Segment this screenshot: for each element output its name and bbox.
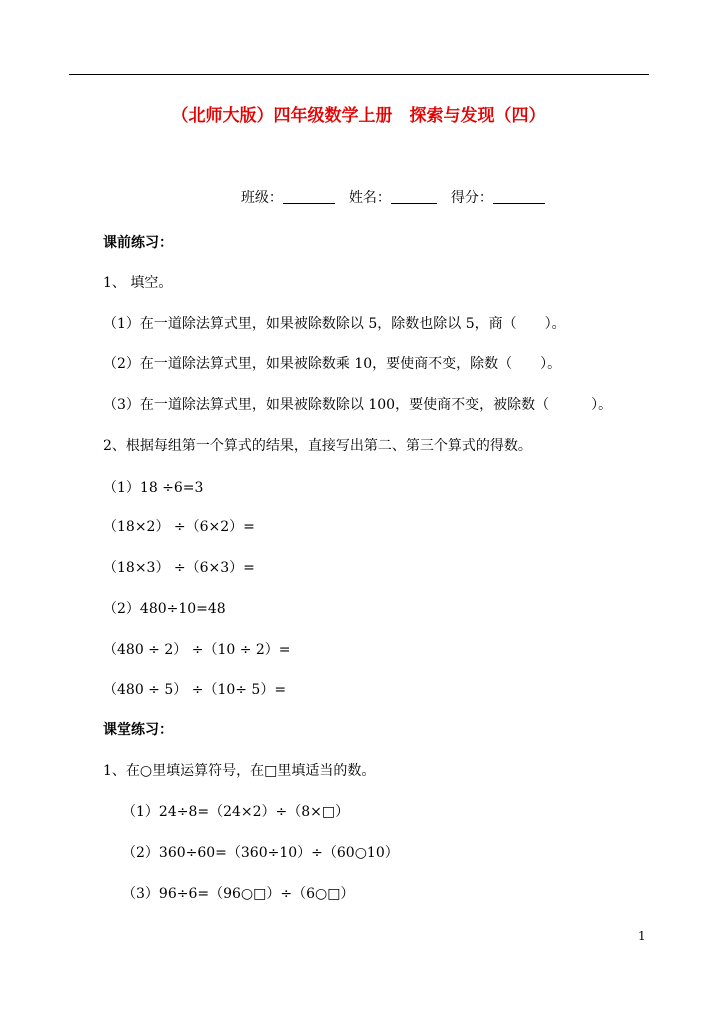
question-2-group-2-base: （2）480÷10=48 [103, 601, 226, 617]
name-blank[interactable] [391, 189, 437, 204]
score-blank[interactable] [493, 189, 545, 204]
question-2-heading: 2、根据每组第一个算式的结果，直接写出第二、第三个算式的得数。 [103, 438, 532, 454]
page-number: 1 [638, 929, 646, 943]
question-1-item-1: （1）在一道除法算式里，如果被除数除以 5，除数也除以 5，商（ ）。 [103, 316, 566, 332]
name-label: 姓名： [348, 190, 391, 206]
class-blank[interactable] [283, 189, 335, 204]
exercise-1-item-2: （2）360÷60=（360÷10）÷（60○10） [122, 845, 399, 861]
question-1-item-3: （3）在一道除法算式里，如果被除数除以 100，要使商不变，被除数（ ）。 [103, 397, 613, 413]
page-title: （北师大版）四年级数学上册 探索与发现（四） [171, 106, 546, 126]
question-2-group-1-third: （18×3） ÷（6×3）= [103, 560, 255, 576]
question-2-group-2-third: （480 ÷ 5） ÷（10÷ 5）= [103, 682, 287, 698]
class-label: 班级： [240, 190, 283, 206]
score-label: 得分： [450, 190, 493, 206]
question-2-group-1-base: （1）18 ÷6=3 [103, 480, 204, 496]
question-2-group-2-second: （480 ÷ 2） ÷（10 ÷ 2）= [103, 642, 291, 658]
exercise-1-item-3: （3）96÷6=（96○□）÷（6○□） [122, 886, 355, 902]
exercise-1-heading: 1、在○里填运算符号，在□里填适当的数。 [103, 763, 376, 779]
question-1-item-2: （2）在一道除法算式里，如果被除数乘 10，要使商不变，除数（ ）。 [103, 356, 562, 372]
section-heading-pre-class: 课前练习： [103, 235, 173, 251]
exercise-1-item-1: （1）24÷8=（24×2）÷（8×□） [122, 804, 350, 820]
section-heading-in-class: 课堂练习： [103, 722, 173, 738]
header-rule [69, 74, 649, 75]
student-info-row [232, 171, 545, 207]
question-1-heading: 1、 填空。 [103, 275, 173, 291]
question-2-group-1-second: （18×2） ÷（6×2）= [103, 519, 255, 535]
